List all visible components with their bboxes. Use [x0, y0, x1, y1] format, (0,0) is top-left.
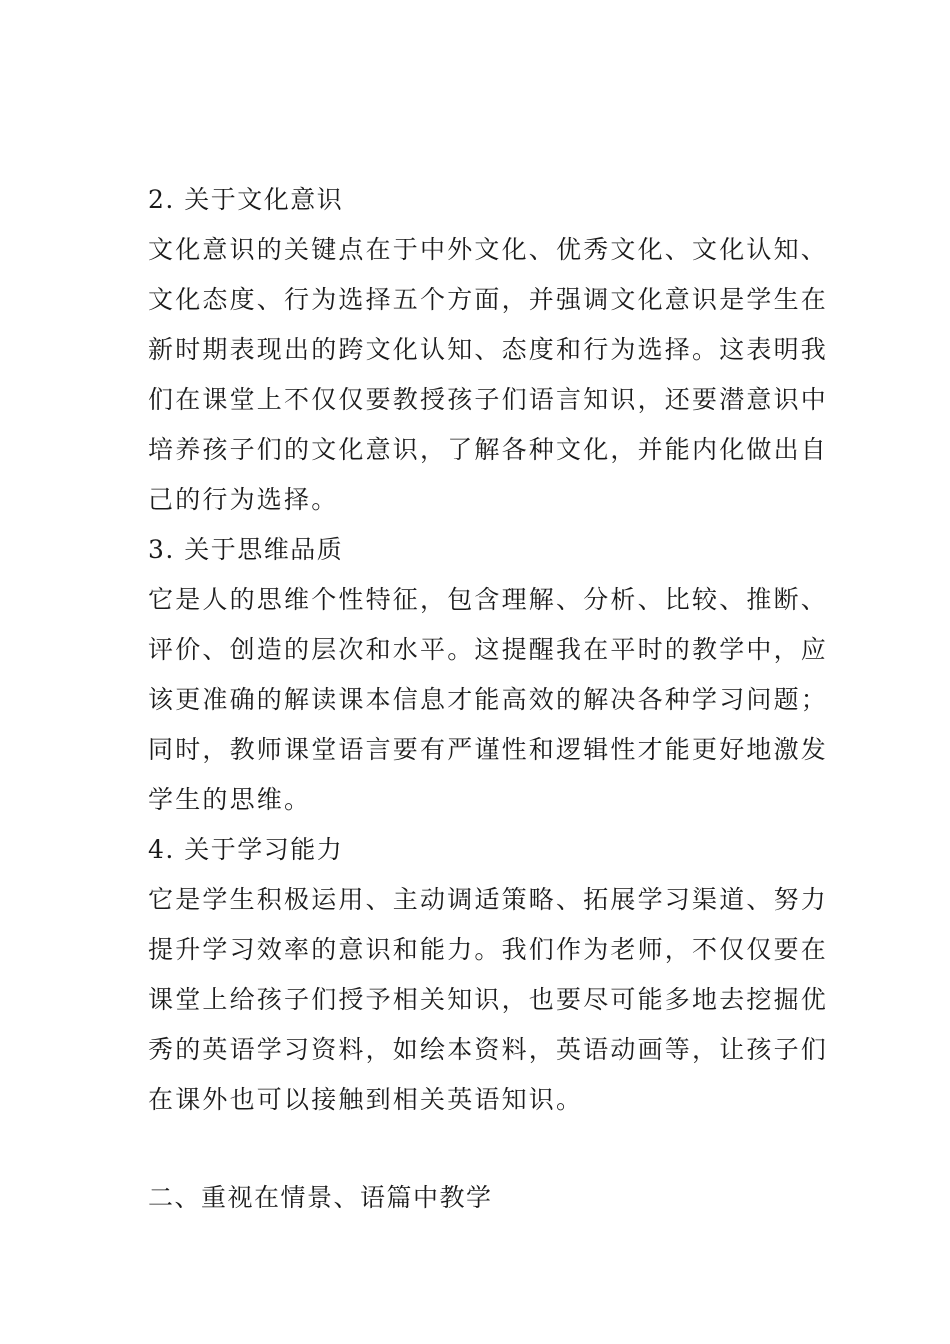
paragraph-line: 文化态度、行为选择五个方面，并强调文化意识是学生在: [148, 285, 829, 314]
paragraph-line: 学生的思维。: [148, 785, 312, 814]
paragraph-line: 文化意识的关键点在于中外文化、优秀文化、文化认知、: [148, 235, 829, 264]
paragraph-line: 该更准确的解读课本信息才能高效的解决各种学习问题；: [148, 685, 829, 714]
paragraph-line: 同时，教师课堂语言要有严谨性和逻辑性才能更好地激发: [148, 735, 829, 764]
paragraph-line: 它是人的思维个性特征，包含理解、分析、比较、推断、: [148, 585, 829, 614]
paragraph-line: 培养孩子们的文化意识，了解各种文化，并能内化做出自: [148, 435, 829, 464]
paragraph-line: 己的行为选择。: [148, 485, 339, 514]
paragraph-line: 提升学习效率的意识和能力。我们作为老师，不仅仅要在: [148, 935, 829, 964]
part-heading: 二、重视在情景、语篇中教学: [148, 1183, 493, 1212]
paragraph-line: 秀的英语学习资料，如绘本资料，英语动画等，让孩子们: [148, 1035, 829, 1064]
section-heading-thinking: 3. 关于思维品质: [148, 535, 344, 564]
paragraph-line: 评价、创造的层次和水平。这提醒我在平时的教学中，应: [148, 635, 829, 664]
paragraph-line: 在课外也可以接触到相关英语知识。: [148, 1085, 584, 1114]
paragraph-line: 们在课堂上不仅仅要教授孩子们语言知识，还要潜意识中: [148, 385, 829, 414]
paragraph-line: 新时期表现出的跨文化认知、态度和行为选择。这表明我: [148, 335, 829, 364]
section-heading-culture: 2. 关于文化意识: [148, 185, 344, 214]
paragraph-line: 课堂上给孩子们授予相关知识，也要尽可能多地去挖掘优: [148, 985, 829, 1014]
section-heading-learning: 4. 关于学习能力: [148, 835, 344, 864]
paragraph-line: 它是学生积极运用、主动调适策略、拓展学习渠道、努力: [148, 885, 829, 914]
